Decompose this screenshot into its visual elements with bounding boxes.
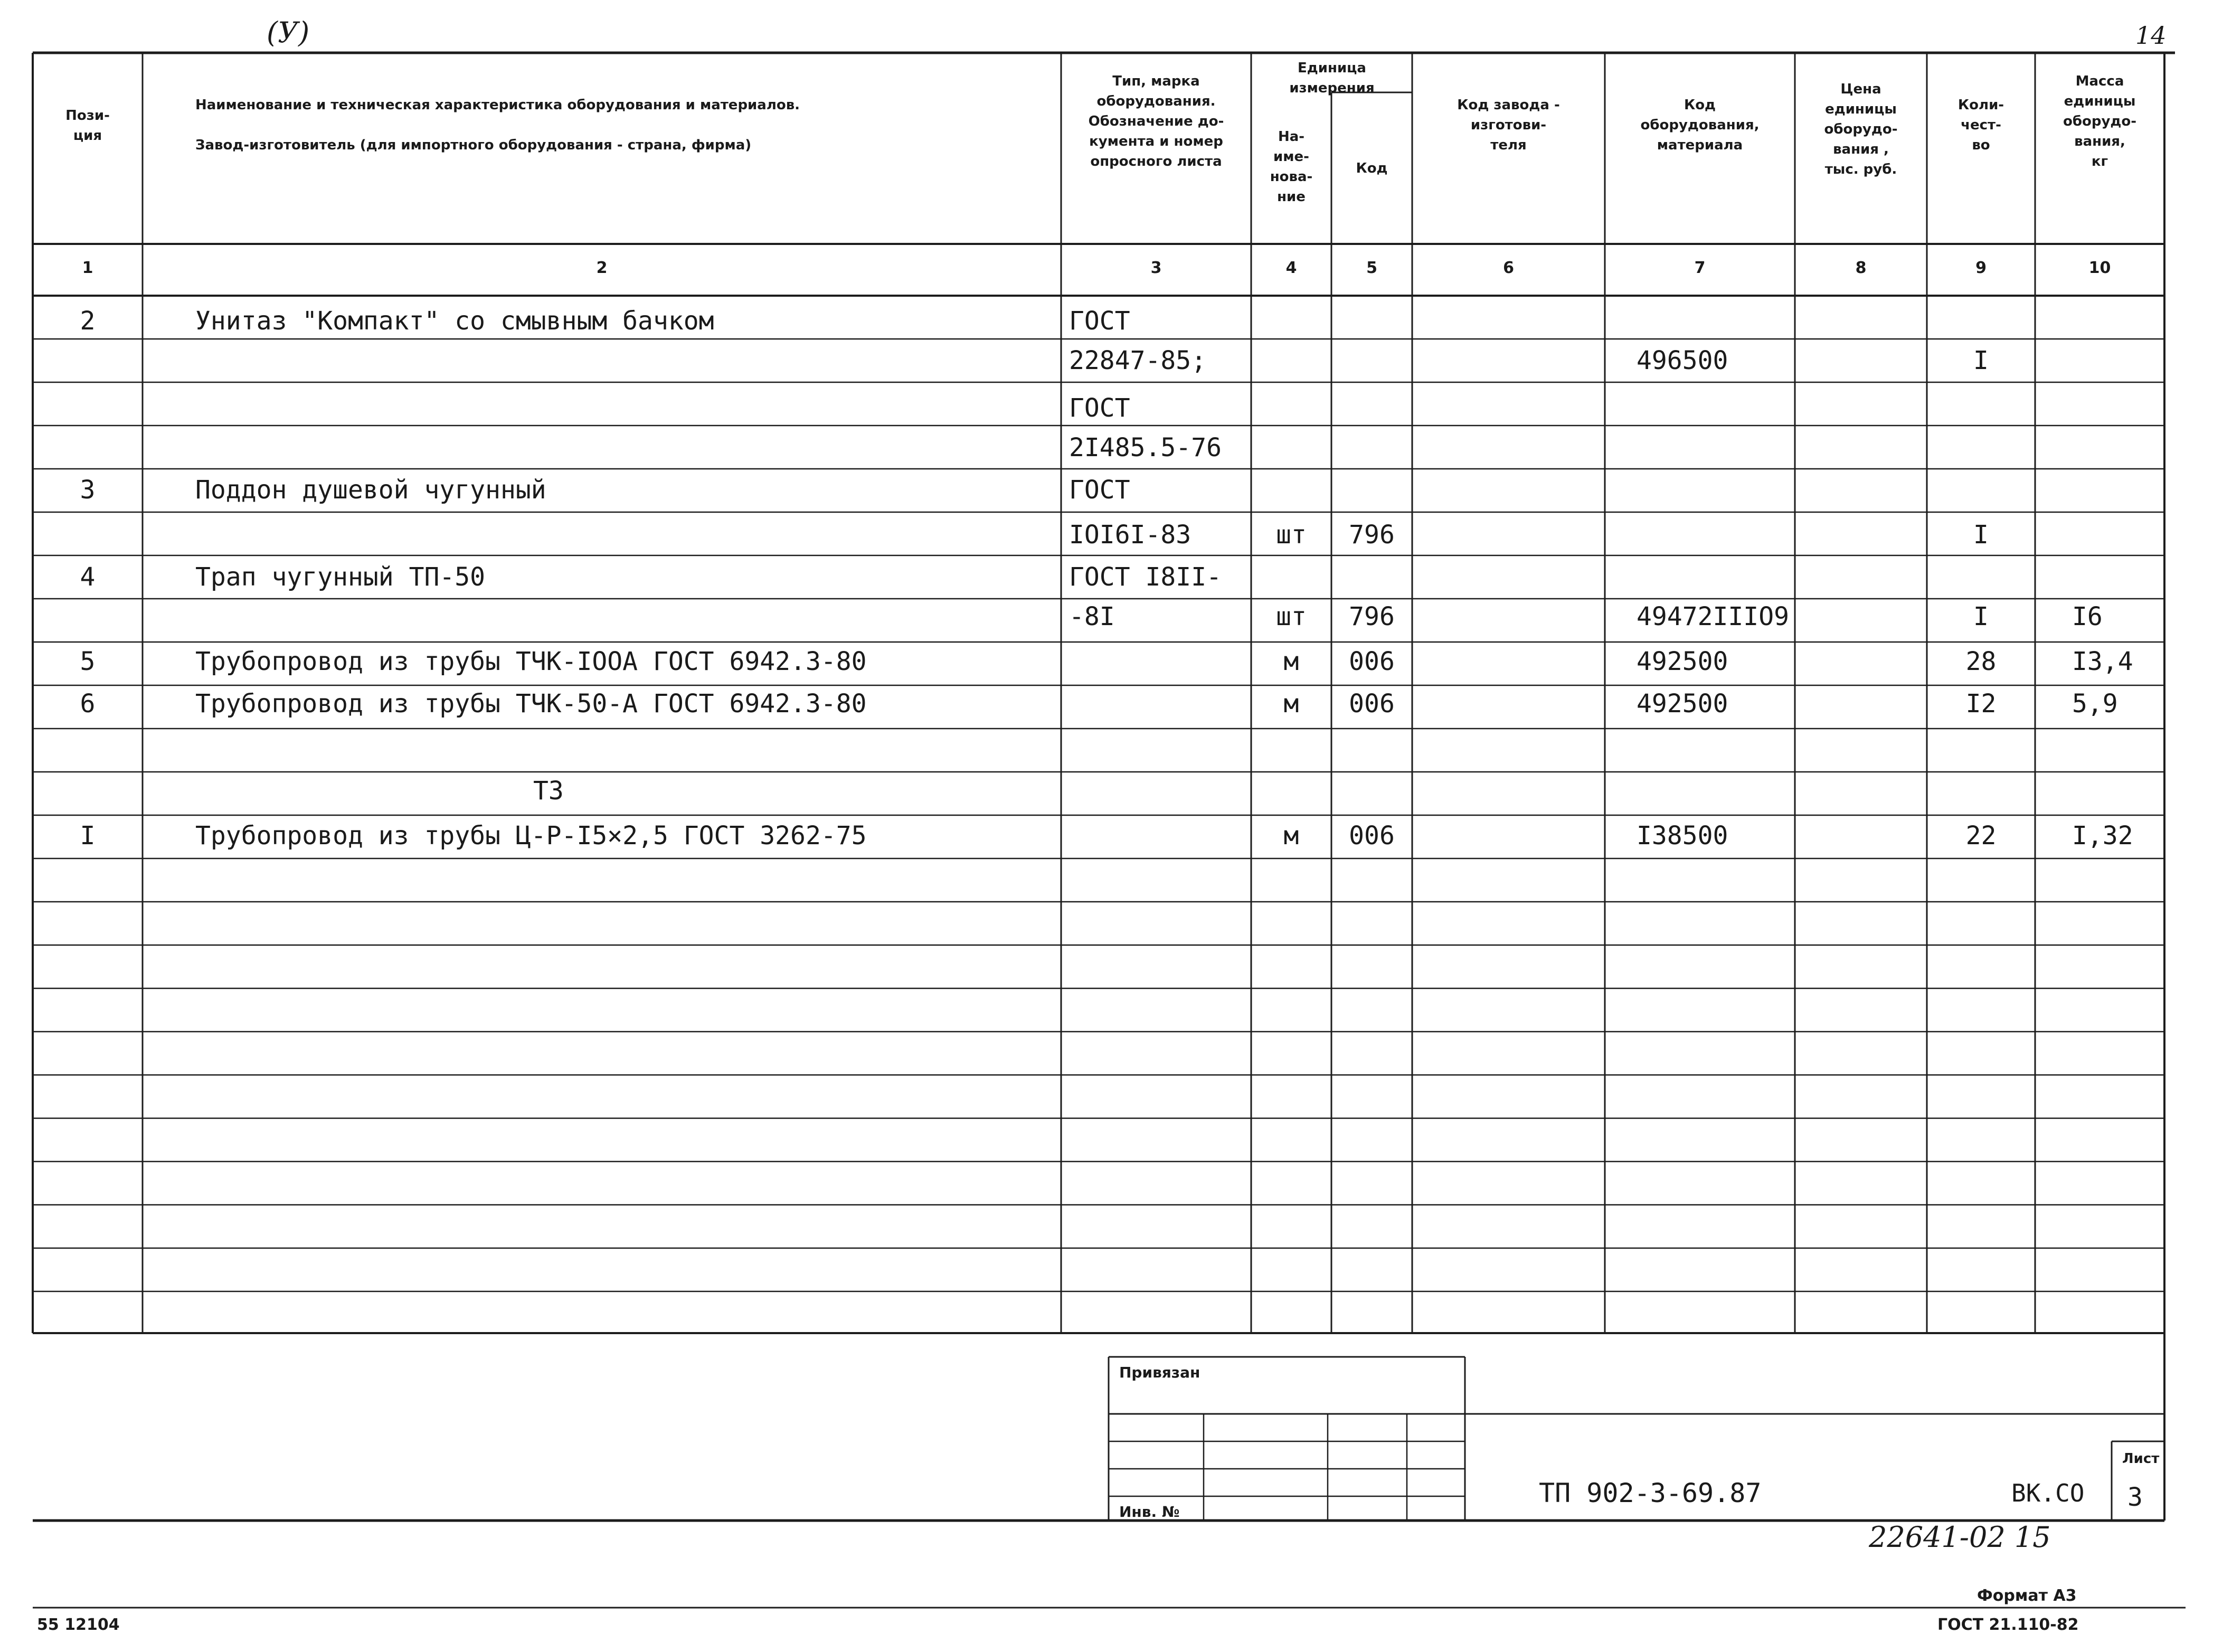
table-cell: I bbox=[1973, 346, 1989, 375]
table-cell: 22 bbox=[1965, 821, 1997, 851]
table-cell: 006 bbox=[1349, 689, 1395, 719]
table-cell: м bbox=[1283, 647, 1299, 676]
table-cell: 5,9 bbox=[2072, 689, 2118, 719]
table-cell: ТЗ bbox=[533, 776, 564, 806]
table-cell: 28 bbox=[1965, 647, 1997, 676]
sheet-label: Лист bbox=[2122, 1451, 2160, 1467]
table-cell: Трубопровод из трубы ТЧК-50-А ГОСТ 6942.3-80 bbox=[195, 689, 867, 719]
table-cell: 006 bbox=[1349, 821, 1395, 851]
table-cell: шт bbox=[1276, 520, 1307, 550]
table-cell: 496500 bbox=[1637, 346, 1728, 375]
table-cell: Поддон душевой чугунный bbox=[195, 475, 546, 505]
table-cell: 6 bbox=[80, 689, 96, 719]
table-cell: 492500 bbox=[1637, 647, 1728, 676]
column-header-1: Пози- ция bbox=[65, 108, 110, 144]
table-cell: ГОСТ bbox=[1069, 393, 1130, 423]
table-cell: 2 bbox=[80, 306, 96, 336]
table-cell: 006 bbox=[1349, 647, 1395, 676]
table-cell: I6 bbox=[2072, 602, 2103, 631]
table-cell: 796 bbox=[1349, 602, 1395, 631]
column-number-3: 3 bbox=[1150, 259, 1162, 277]
column-number-5: 5 bbox=[1366, 259, 1377, 277]
column-number-2: 2 bbox=[596, 259, 608, 277]
table-cell: Трубопровод из трубы Ц-Р-I5×2,5 ГОСТ 3262-75 bbox=[195, 821, 867, 851]
column-header-2: Наименование и техническая характеристика оборудования и материалов. Завод-изготовитель (для импортного оборудования - страна, фирма) bbox=[195, 97, 800, 153]
doc-code: ТП 902-3-69.87 bbox=[1539, 1478, 1762, 1508]
table-cell: м bbox=[1283, 689, 1299, 719]
left-code: 55 12104 bbox=[37, 1616, 120, 1634]
column-header-8: Цена единицы оборудо- вания , тыс. руб. bbox=[1824, 81, 1898, 177]
table-cell: I38500 bbox=[1637, 821, 1728, 851]
table-cell: Трубопровод из трубы ТЧК-IOOA ГОСТ 6942.3-80 bbox=[195, 647, 867, 676]
column-header-4: На- име- нова- ние bbox=[1270, 129, 1313, 205]
section-code: ВК.СО bbox=[2011, 1479, 2085, 1507]
stamp-privyazan: Привязан bbox=[1119, 1364, 1200, 1381]
table-cell: 3 bbox=[80, 475, 96, 505]
table-cell: I bbox=[1973, 520, 1989, 550]
column-header-9: Коли- чест- во bbox=[1957, 97, 2004, 153]
table-cell: шт bbox=[1276, 602, 1307, 631]
column-header-7: Код оборудования, материала bbox=[1640, 97, 1760, 153]
column-number-4: 4 bbox=[1285, 259, 1297, 277]
table-cell: 2I485.5-76 bbox=[1069, 433, 1222, 462]
column-number-7: 7 bbox=[1694, 259, 1706, 277]
table-cell: 4 bbox=[80, 562, 96, 592]
column-header-10: Масса единицы оборудо- вания, кг bbox=[2063, 73, 2137, 169]
table-cell: ГОСТ bbox=[1069, 306, 1130, 336]
handwritten-number: 22641-02 15 bbox=[1869, 1521, 2051, 1554]
stamp-inv-no: Инв. № bbox=[1119, 1503, 1180, 1521]
column-number-9: 9 bbox=[1975, 259, 1987, 277]
column-header-3: Тип, марка оборудования. Обозначение до- кумента и номер опросного листа bbox=[1088, 73, 1224, 169]
sheet-number: 3 bbox=[2127, 1483, 2143, 1512]
table-cell: I bbox=[80, 821, 96, 851]
column-number-10: 10 bbox=[2088, 259, 2111, 277]
table-cell: м bbox=[1283, 821, 1299, 851]
table-cell: 49472IIIO9 bbox=[1637, 602, 1789, 631]
table-cell: I2 bbox=[1965, 689, 1997, 719]
table-cell: IOI6I-83 bbox=[1069, 520, 1191, 550]
column-header-5: Код bbox=[1356, 161, 1388, 176]
corner-mark: (У) bbox=[267, 16, 310, 49]
table-cell: ГОСТ bbox=[1069, 475, 1130, 505]
table-cell: 492500 bbox=[1637, 689, 1728, 719]
format-label: Формат А3 bbox=[1977, 1587, 2077, 1605]
table-cell: I,32 bbox=[2072, 821, 2133, 851]
table-cell: 796 bbox=[1349, 520, 1395, 550]
table-cell: Трап чугунный ТП-50 bbox=[195, 562, 486, 592]
table-cell: ГОСТ I8II- bbox=[1069, 562, 1222, 592]
unit-group-title: Единица измерения bbox=[1289, 60, 1375, 96]
column-number-8: 8 bbox=[1855, 259, 1867, 277]
sheet-number-top: 14 bbox=[2135, 21, 2167, 50]
table-cell: -8I bbox=[1069, 602, 1115, 631]
table-cell: I bbox=[1973, 602, 1989, 631]
table-cell: 5 bbox=[80, 647, 96, 676]
column-header-6: Код завода - изготови- теля bbox=[1457, 97, 1560, 153]
table-cell: 22847-85; bbox=[1069, 346, 1207, 375]
column-number-6: 6 bbox=[1503, 259, 1514, 277]
gost-label: ГОСТ 21.110-82 bbox=[1937, 1616, 2079, 1634]
table-cell: I3,4 bbox=[2072, 647, 2133, 676]
column-number-1: 1 bbox=[82, 259, 93, 277]
table-cell: Унитаз "Компакт" со смывным бачком bbox=[195, 306, 714, 336]
